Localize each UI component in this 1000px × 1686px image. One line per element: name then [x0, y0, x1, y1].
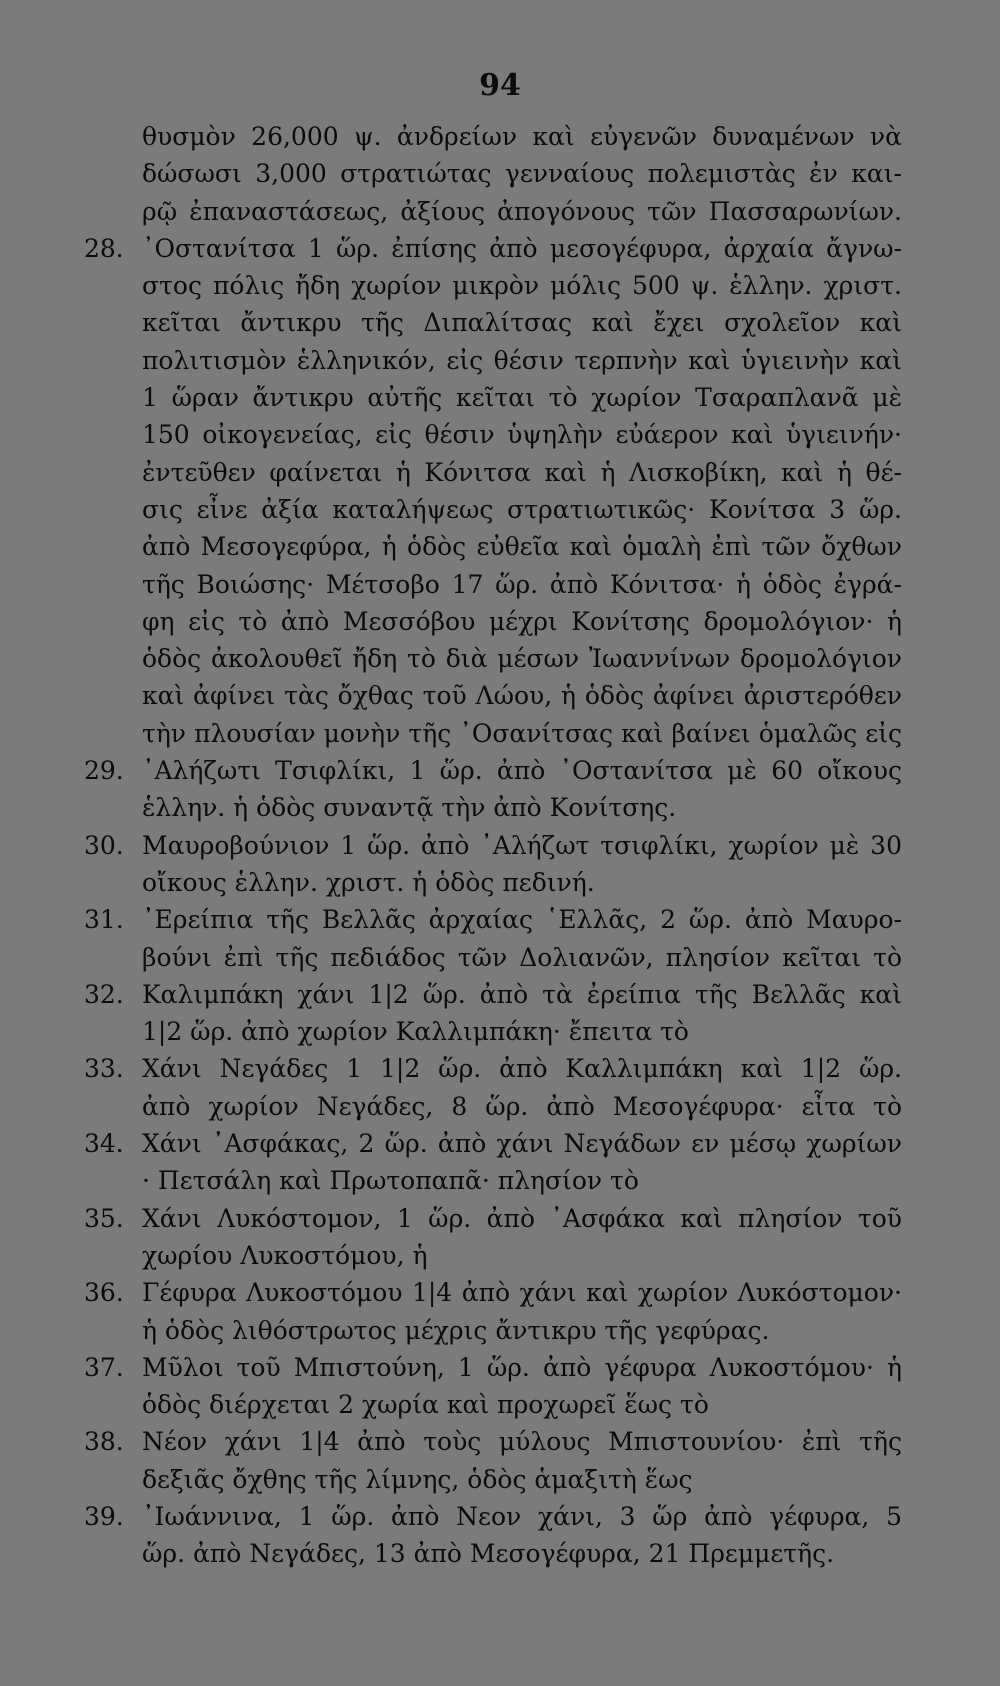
text-line: · Πετσάλη καὶ Πρωτοπαπᾶ· πλησίον τὸ — [142, 1166, 639, 1196]
text-line: Γέφυρα Λυκοστόμου 1|4 ἀπὸ χάνι καὶ χωρίον Λυκόστομον· — [142, 1278, 902, 1308]
text-line: ἀπὸ Μεσογεφύρα, ἡ ὁδὸς εὐθεῖα καὶ ὁμαλὴ ἐπὶ τῶν ὄχθων — [142, 532, 902, 562]
text-line: τῆς Βοιώσης· Μέτσοβο 17 ὥρ. ἀπὸ Κόνιτσα· ἡ ὁδὸς ἐγρά- — [142, 569, 902, 599]
entry-number: 33. — [84, 1054, 124, 1084]
text-line: ἐντεῦθεν φαίνεται ἡ Κόνιτσα καὶ ἡ Λισκοβίκη, καὶ ἡ θέ- — [142, 457, 902, 487]
entry-number: 39. — [84, 1501, 124, 1531]
text-line: 1 ὥραν ἄντικρυ αὐτῆς κεῖται τὸ χωρίον Τσαραπλανᾶ μὲ — [142, 383, 902, 413]
entry-number: 31. — [84, 905, 124, 935]
entry-30 — [84, 827, 902, 902]
text-line: ἑλλην. ἡ ὁδὸς συναντᾷ τὴν ἀπὸ Κονίτσης. — [142, 793, 677, 823]
text-line: σις εἶνε ἀξία καταλήψεως στρατιωτικῶς· Κονίτσα 3 ὥρ. — [142, 494, 902, 524]
text-line: δώσωσι 3,000 στρατιώτας γενναίους πολεμιστὰς ἐν και- — [142, 159, 902, 189]
entry-number: 34. — [84, 1129, 124, 1159]
text-line: Μαυροβούνιον 1 ὥρ. ἀπὸ ᾿Αλήζωτ τσιφλίκι, χωρίον μὲ 30 — [142, 830, 902, 860]
page-text — [84, 118, 902, 1573]
text-line: Χάνι Νεγάδες 1 1|2 ὥρ. ἀπὸ Καλλιμπάκη καὶ 1|2 ὥρ. — [142, 1054, 902, 1084]
text-line: πολιτισμὸν ἑλληνικόν, εἰς θέσιν τερπνὴν καὶ ὑγιεινὴν καὶ — [142, 345, 902, 375]
text-line: Καλιμπάκη χάνι 1|2 ὥρ. ἀπὸ τὰ ἐρείπια τῆς Βελλᾶς καὶ — [142, 979, 902, 1009]
entry-32 — [84, 976, 902, 1051]
text-line: 1|2 ὥρ. ἀπὸ χωρίον Καλλιμπάκη· ἔπειτα τὸ — [142, 1017, 689, 1047]
entry-36 — [84, 1274, 902, 1349]
text-line: Χάνι ᾿Ασφάκας, 2 ὥρ. ἀπὸ χάνι Νεγάδων εν μέσῳ χωρίων — [142, 1129, 902, 1159]
entry-number: 32. — [84, 979, 124, 1009]
entry-35 — [84, 1200, 902, 1275]
entry-29 — [84, 752, 902, 827]
entry-number: 28. — [84, 233, 124, 263]
text-line: ᾿Ιωάννινα, 1 ὥρ. ἀπὸ Νεον χάνι, 3 ὥρ ἀπὸ γέφυρα, 5 — [142, 1501, 902, 1531]
text-line: ὥρ. ἀπὸ Νεγάδες, 13 ἀπὸ Μεσογέφυρα, 21 Πρεμμετῆς. — [142, 1539, 835, 1569]
text-line: Νέον χάνι 1|4 ἀπὸ τοὺς μύλους Μπιστουνίου· ἐπὶ τῆς — [142, 1427, 902, 1457]
text-line: ᾿Οστανίτσα 1 ὥρ. ἐπίσης ἀπὸ μεσογέφυρα, ἀρχαία ἄγνω- — [142, 233, 902, 263]
text-line: φη εἰς τὸ ἀπὸ Μεσσόβου μέχρι Κονίτσης δρομολόγιον· ἡ — [142, 606, 902, 636]
page-number: 94 — [479, 68, 521, 103]
entry-28 — [84, 230, 902, 752]
text-line: ᾿Αλήζωτι Τσιφλίκι, 1 ὥρ. ἀπὸ ᾿Οστανίτσα μὲ 60 οἴκους — [142, 756, 902, 786]
text-line: βούνι ἐπὶ τῆς πεδιάδος τῶν Δολιανῶν, πλησίον κεῖται τὸ — [142, 942, 902, 972]
text-line: ἀπὸ χωρίον Νεγάδες, 8 ὥρ. ἀπὸ Μεσογέφυρα· εἶτα τὸ — [142, 1091, 902, 1121]
entry-number: 37. — [84, 1352, 124, 1382]
text-line: Μῦλοι τοῦ Μπιστούνη, 1 ὥρ. ἀπὸ γέφυρα Λυκοστόμου· ἡ — [142, 1352, 902, 1382]
text-line: ρῷ ἐπαναστάσεως, ἀξίους ἀπογόνους τῶν Πασσαρωνίων. — [142, 196, 902, 226]
text-line: Χάνι Λυκόστομον, 1 ὥρ. ἀπὸ ᾿Ασφάκα καὶ πλησίον τοῦ — [142, 1203, 902, 1233]
text-line: δεξιᾶς ὄχθης τῆς λίμνης, ὁδὸς ἁμαξιτὴ ἕως — [142, 1464, 693, 1494]
text-line: καὶ ἀφίνει τὰς ὄχθας τοῦ Λώου, ἡ ὁδὸς ἀφίνει ἀριστερόθεν — [142, 681, 902, 711]
entry-37 — [84, 1349, 902, 1424]
entry-number: 30. — [84, 830, 124, 860]
entry-number: 36. — [84, 1278, 124, 1308]
entry-31 — [84, 901, 902, 976]
text-line: ὁδὸς ἀκολουθεῖ ἤδη τὸ διὰ μέσων Ἰωαννίνων δρομολόγιον — [142, 644, 902, 674]
text-line: κεῖται ἄντικρυ τῆς Διπαλίτσας καὶ ἔχει σχολεῖον καὶ — [142, 308, 902, 338]
text-line: θυσμὸν 26,000 ψ. ἀνδρείων καὶ εὐγενῶν δυναμένων νὰ — [142, 122, 902, 151]
text-line: ᾿Ερείπια τῆς Βελλᾶς ἀρχαίας ῾Ελλᾶς, 2 ὥρ. ἀπὸ Μαυρο- — [142, 905, 902, 935]
entry-number: 29. — [84, 756, 124, 786]
text-line: στος πόλις ἤδη χωρίον μικρὸν μόλις 500 ψ. ἑλλην. χριστ. — [142, 271, 902, 301]
entry-number: 35. — [84, 1203, 124, 1233]
text-line: ὁδὸς διέρχεται 2 χωρία καὶ προχωρεῖ ἕως τὸ — [142, 1390, 709, 1420]
entry-39 — [84, 1498, 902, 1573]
text-line: τὴν πλουσίαν μονὴν τῆς ᾿Οσανίτσας καὶ βαίνει ὁμαλῶς εἰς — [142, 718, 902, 748]
entry-33 — [84, 1050, 902, 1125]
text-line: ἡ ὁδὸς λιθόστρωτος μέχρις ἄντικρυ τῆς γεφύρας. — [142, 1315, 770, 1345]
entry-34 — [84, 1125, 902, 1200]
text-line: χωρίου Λυκοστόμου, ἡ — [142, 1240, 428, 1270]
entry-number: 38. — [84, 1427, 124, 1457]
text-line: οἴκους ἑλλην. χριστ. ἡ ὁδὸς πεδινή. — [142, 867, 595, 897]
text-line: 150 οἰκογενείας, εἰς θέσιν ὑψηλὴν εὐάερον καὶ ὑγιεινήν· — [142, 420, 902, 450]
entry-38 — [84, 1423, 902, 1498]
